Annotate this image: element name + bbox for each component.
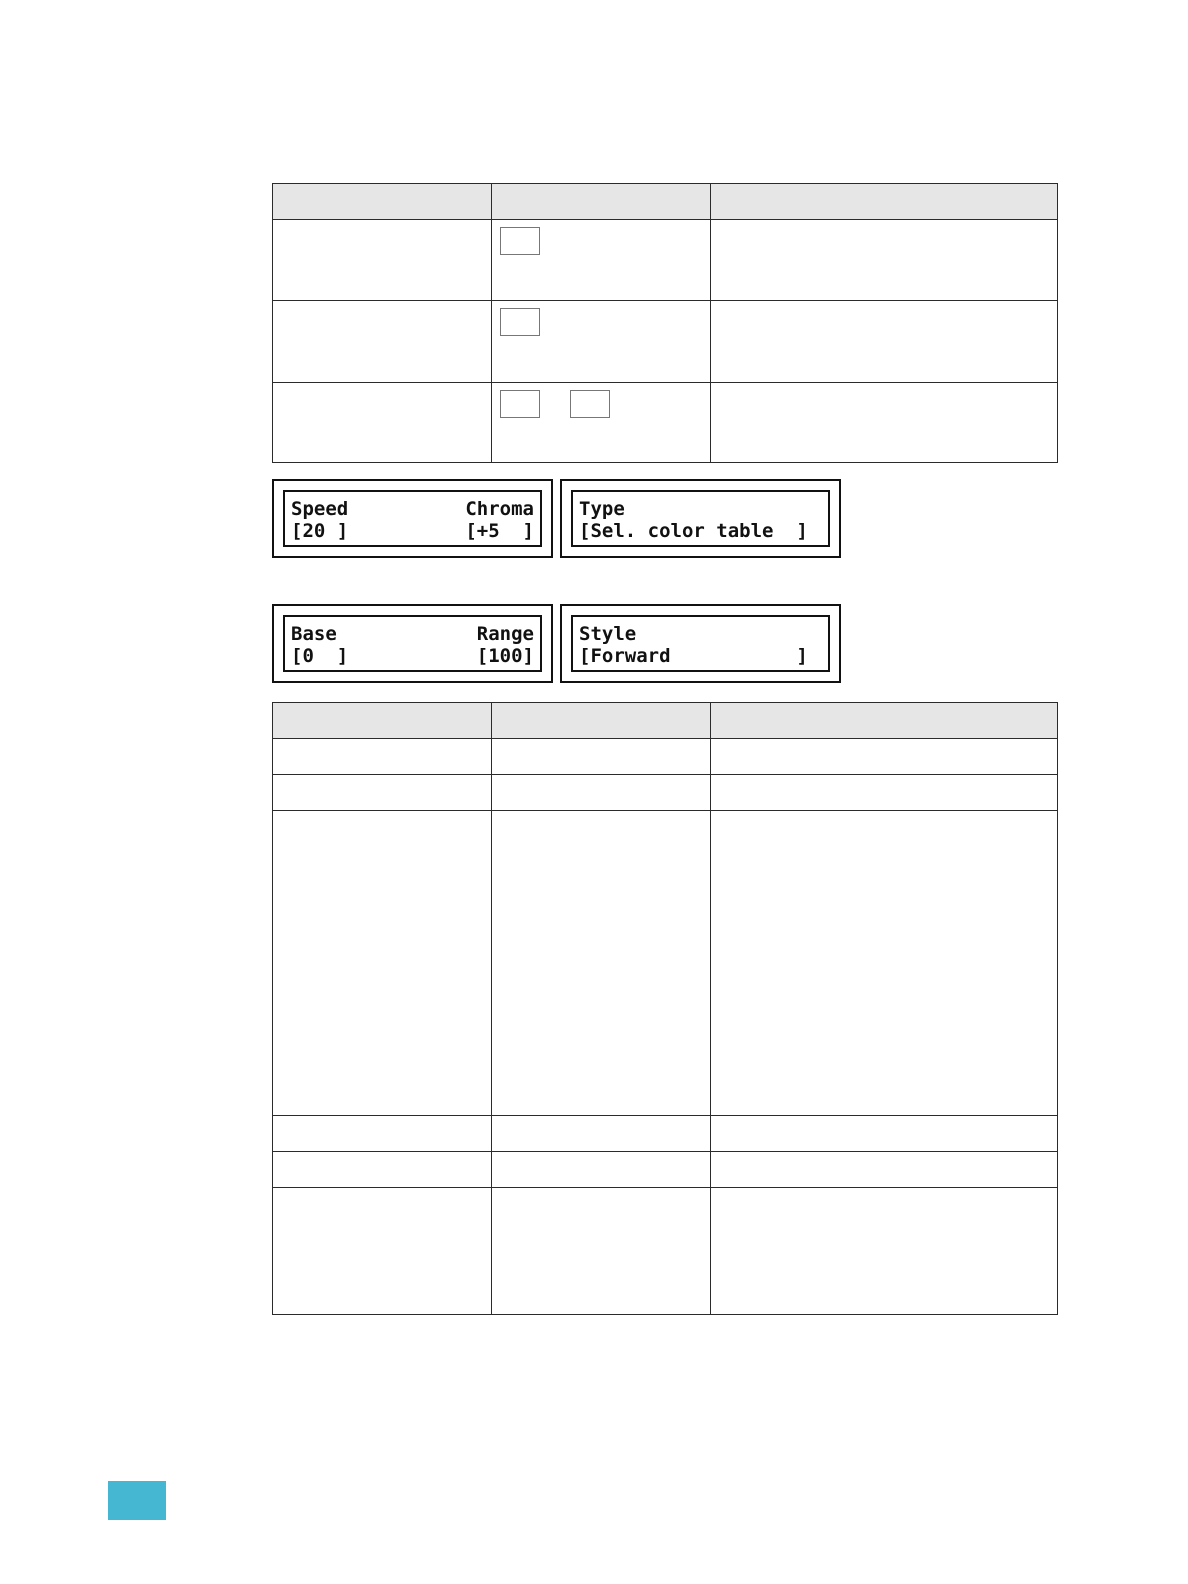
table-row [273, 811, 1058, 1116]
table-row [273, 220, 1058, 301]
table-row [273, 383, 1058, 463]
table-cell [492, 220, 711, 301]
table-cell [273, 383, 492, 463]
table-cell [273, 811, 492, 1116]
table-row [273, 301, 1058, 383]
table-row [273, 775, 1058, 811]
lcd-value: [+5 ] [465, 520, 534, 542]
lcd-display-speed-chroma [272, 479, 553, 558]
table-row [273, 1152, 1058, 1188]
table-cell [492, 1152, 711, 1188]
panel-button-icon [500, 227, 540, 255]
lcd-display-style [560, 604, 841, 683]
table-cell [711, 775, 1058, 811]
table-cell [492, 1188, 711, 1315]
table-cell [711, 1188, 1058, 1315]
table-header-cell [492, 703, 711, 739]
lcd-value: [Sel. color table ] [579, 520, 808, 542]
table-cell [273, 1188, 492, 1315]
table-cell [711, 1116, 1058, 1152]
table-cell [273, 775, 492, 811]
table-cell [273, 220, 492, 301]
table-cell [273, 1116, 492, 1152]
table-cell [492, 301, 711, 383]
lcd-label: Type [579, 498, 625, 520]
table-header-cell [273, 703, 492, 739]
table-row [273, 739, 1058, 775]
table-cell [273, 739, 492, 775]
table-header-row [273, 703, 1058, 739]
table-cell [492, 739, 711, 775]
table-cell [711, 739, 1058, 775]
table-header-cell [273, 184, 492, 220]
table-cell [711, 301, 1058, 383]
table-cell [492, 775, 711, 811]
lcd-value: [0 ] [291, 645, 349, 667]
page-number-tab [108, 1481, 166, 1520]
table-cell [273, 301, 492, 383]
table-cell [711, 383, 1058, 463]
table-cell [711, 811, 1058, 1116]
table-row [273, 1188, 1058, 1315]
lcd-label: Speed [291, 498, 349, 520]
lcd-label: Style [579, 623, 637, 645]
table-header-cell [711, 703, 1058, 739]
table-header-cell [492, 184, 711, 220]
lcd-display-base-range [272, 604, 553, 683]
table-cell [711, 220, 1058, 301]
table-cell [492, 383, 711, 463]
table-cell [711, 1152, 1058, 1188]
button-table [272, 183, 1058, 463]
panel-button-icon [500, 308, 540, 336]
table-header-row [273, 184, 1058, 220]
table-row [273, 1116, 1058, 1152]
lcd-display-type [560, 479, 841, 558]
panel-button-icon [570, 390, 610, 418]
lcd-value: [Forward ] [579, 645, 808, 667]
table-cell [492, 811, 711, 1116]
lcd-label: Chroma [465, 498, 534, 520]
panel-button-icon [500, 390, 540, 418]
parameter-table [272, 702, 1058, 1315]
lcd-value: [100] [476, 645, 534, 667]
table-header-cell [711, 184, 1058, 220]
table-cell [273, 1152, 492, 1188]
table-cell [492, 1116, 711, 1152]
lcd-label: Range [476, 623, 534, 645]
lcd-label: Base [291, 623, 337, 645]
lcd-value: [20 ] [291, 520, 349, 542]
